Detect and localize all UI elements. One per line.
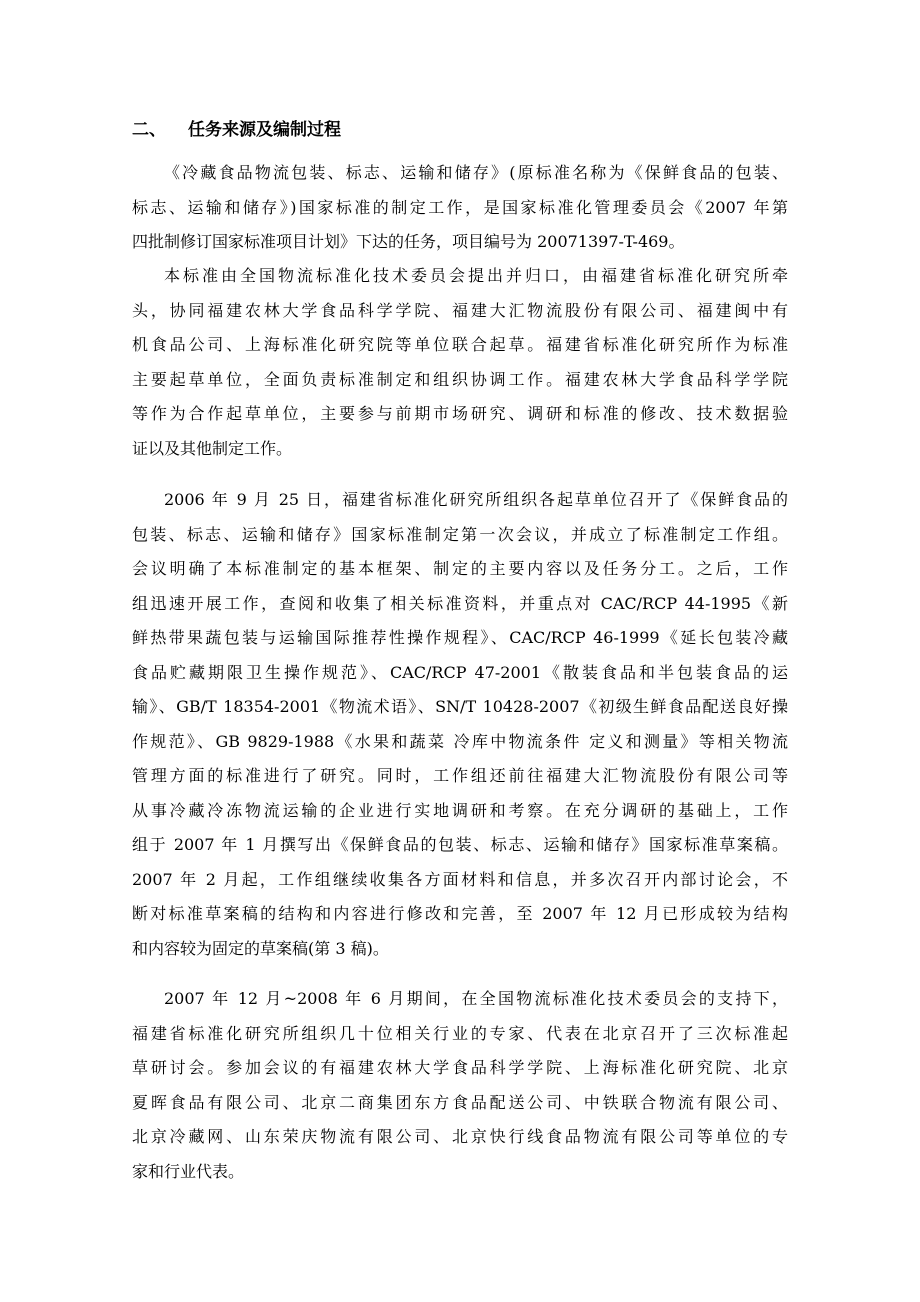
text-line: 福建省标准化研究所组织几十位相关行业的专家、代表在北京召开了三次标准起: [132, 1023, 788, 1043]
text-line: 家和行业代表。: [132, 1161, 245, 1181]
text-line: 标志、运输和储存》)国家标准的制定工作，是国家标准化管理委员会《2007 年第: [132, 197, 788, 217]
text-line: 包装、标志、运输和储存》国家标准制定第一次会议，并成立了标准制定工作组。: [132, 524, 788, 544]
section-heading: [132, 116, 341, 144]
text-line: 组于 2007 年 1 月撰写出《保鲜食品的包装、标志、运输和储存》国家标准草案稿。: [132, 835, 788, 854]
text-line: 鲜热带果蔬包装与运输国际推荐性操作规程》、CAC/RCP 46-1999《延长包装冷藏: [132, 628, 788, 647]
text-line: 食品贮藏期限卫生操作规范》、CAC/RCP 47-2001《散装食品和半包装食品的运: [132, 662, 788, 682]
text-line: 四批制修订国家标准项目计划》下达的任务，项目编号为 20071397-T-469。: [132, 232, 685, 251]
section-number: 二、: [132, 120, 166, 140]
section-title: 任务来源及编制过程: [188, 120, 341, 140]
text-line: 《冷藏食品物流包装、标志、运输和储存》(原标准名称为《保鲜食品的包装、: [164, 163, 788, 182]
text-line: 组迅速开展工作，查阅和收集了相关标准资料，并重点对 CAC/RCP 44-1995《新: [132, 593, 788, 613]
text-line: 北京冷藏网、山东荣庆物流有限公司、北京快行线食品物流有限公司等单位的专: [132, 1127, 788, 1146]
text-line: 2006 年 9 月 25 日，福建省标准化研究所组织各起草单位召开了《保鲜食品的: [164, 490, 788, 509]
text-line: 等作为合作起草单位，主要参与前期市场研究、调研和标准的修改、技术数据验: [132, 404, 788, 423]
text-line: 输》、GB/T 18354-2001《物流术语》、SN/T 10428-2007《初级生鲜食品配送良好操: [132, 697, 788, 716]
text-line: 本标准由全国物流标准化技术委员会提出并归口，由福建省标准化研究所牵: [164, 266, 788, 285]
text-line: 从事冷藏冷冻物流运输的企业进行实地调研和考察。在充分调研的基础上，工作: [132, 800, 788, 820]
text-line: 和内容较为固定的草案稿(第 3 稿)。: [132, 938, 389, 958]
text-line: 作规范》、GB 9829-1988《水果和蔬菜 冷库中物流条件 定义和测量》等相关物流: [132, 731, 788, 751]
paragraph-first-meeting: [132, 483, 788, 966]
paragraph-task-source: [132, 156, 788, 260]
text-line: 会议明确了本标准制定的基本框架、制定的主要内容以及任务分工。之后，工作: [132, 559, 788, 578]
paragraph-drafting-units: [132, 259, 788, 466]
text-line: 断对标准草案稿的结构和内容进行修改和完善，至 2007 年 12 月已形成较为结构: [132, 904, 788, 923]
text-line: 夏晖食品有限公司、北京二商集团东方食品配送公司、中铁联合物流有限公司、: [132, 1092, 788, 1112]
text-line: 草研讨会。参加会议的有福建农林大学食品科学学院、上海标准化研究院、北京: [132, 1058, 788, 1077]
text-line: 2007 年 12 月~2008 年 6 月期间，在全国物流标准化技术委员会的支持下，: [164, 989, 788, 1008]
text-line: 管理方面的标准进行了研究。同时，工作组还前往福建大汇物流股份有限公司等: [132, 766, 788, 785]
text-line: 证以及其他制定工作。: [132, 438, 293, 458]
paragraph-seminars: [132, 982, 788, 1189]
text-line: 头，协同福建农林大学食品科学学院、福建大汇物流股份有限公司、福建闽中有: [132, 300, 788, 320]
text-line: 机食品公司、上海标准化研究院等单位联合起草。福建省标准化研究所作为标准: [132, 335, 788, 354]
text-line: 2007 年 2 月起，工作组继续收集各方面材料和信息，并多次召开内部讨论会，不: [132, 869, 788, 889]
text-line: 主要起草单位，全面负责标准制定和组织协调工作。福建农林大学食品科学学院: [132, 369, 788, 389]
